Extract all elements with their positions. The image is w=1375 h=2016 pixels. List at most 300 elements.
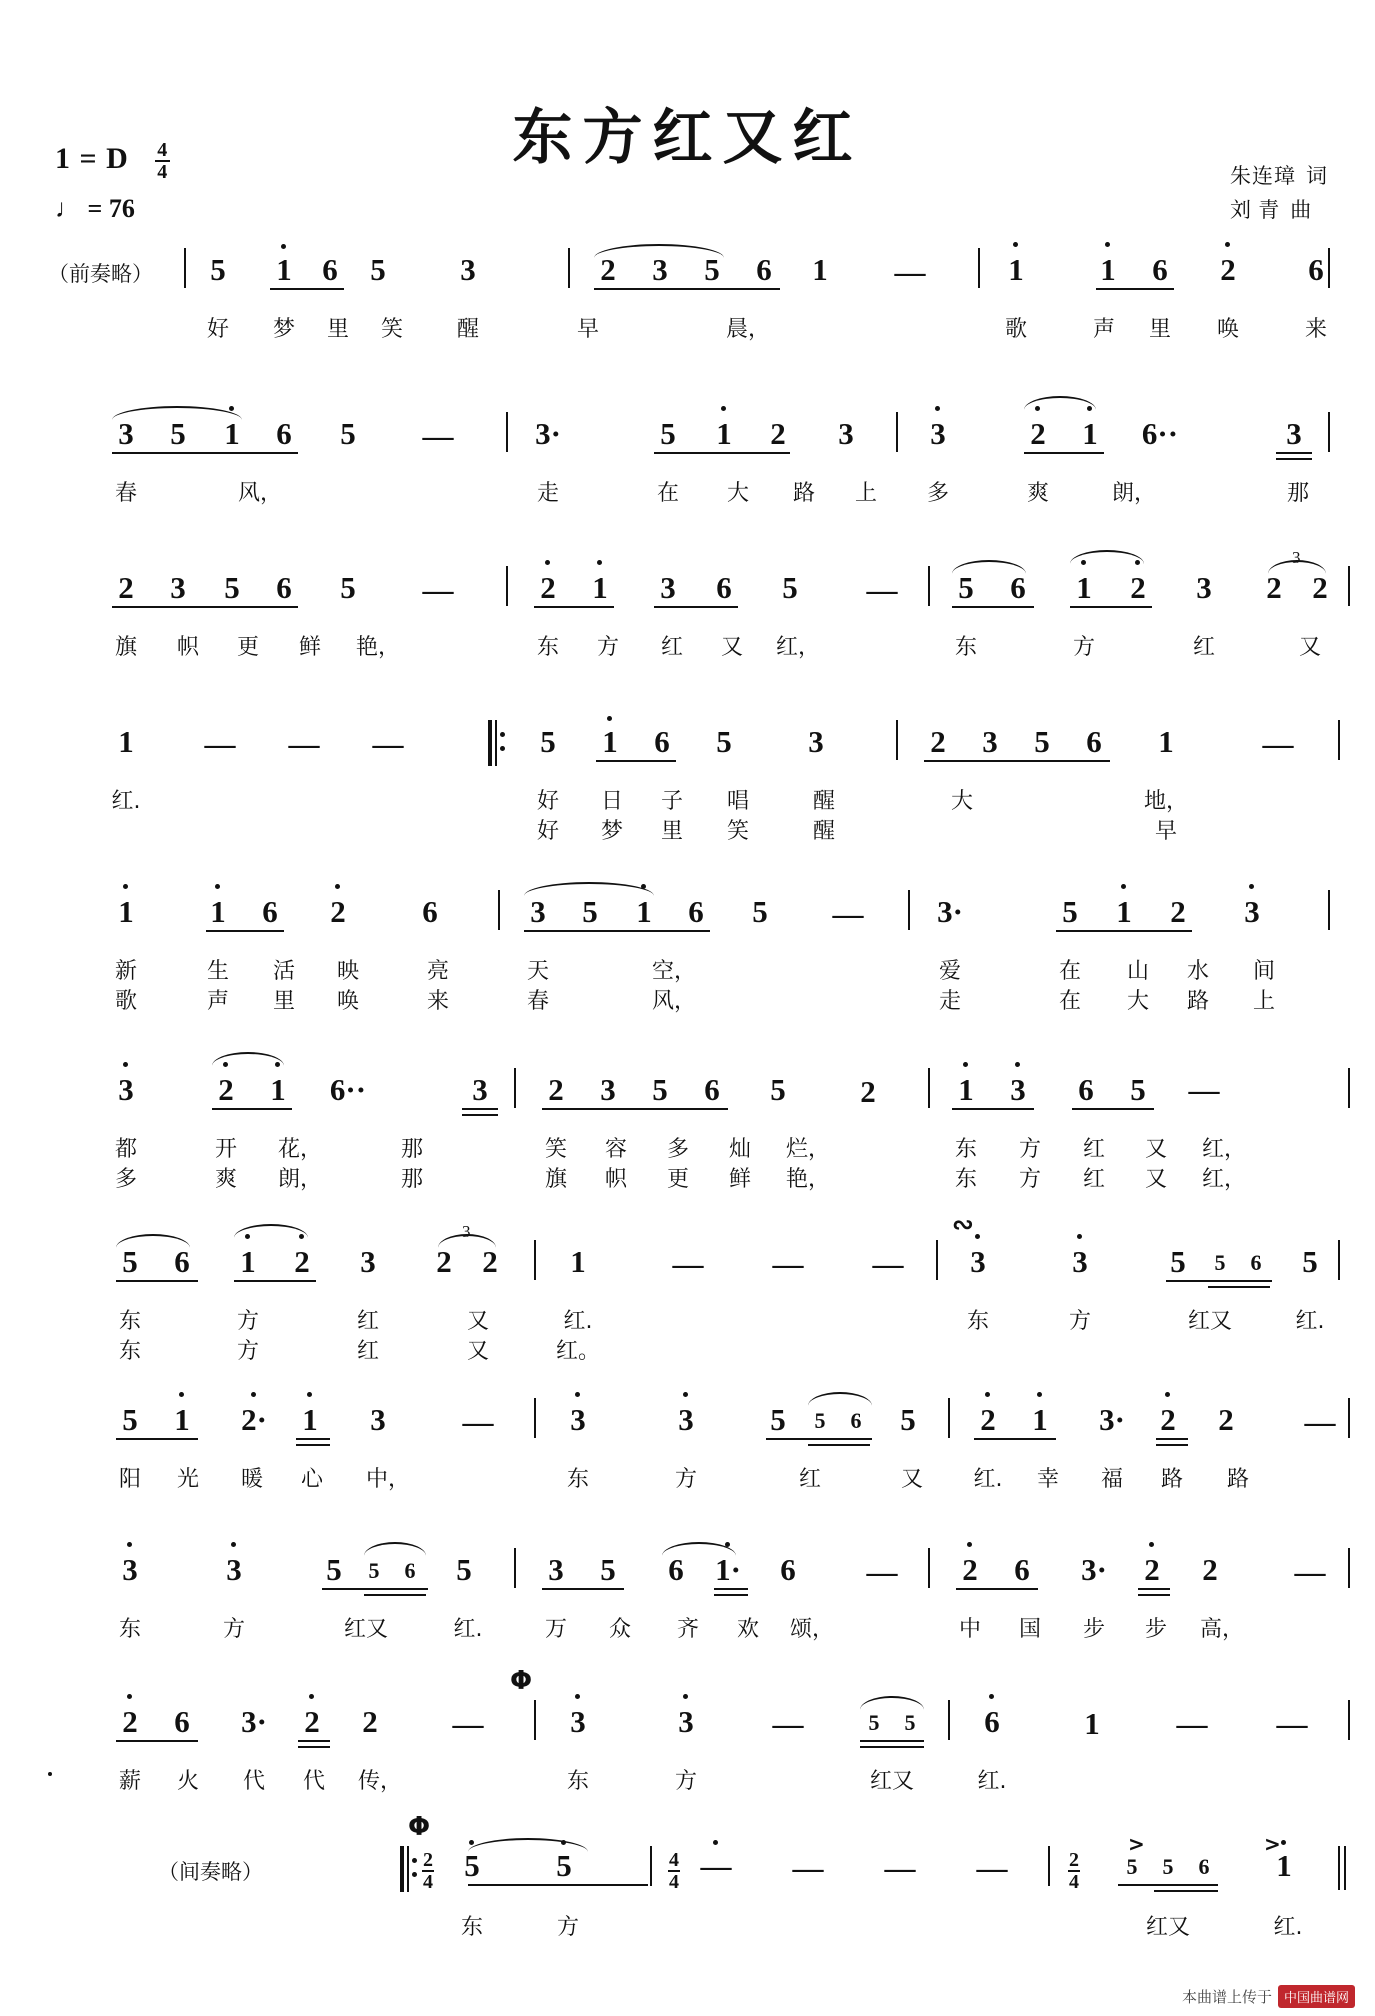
- system-1: [48, 248, 1333, 340]
- note: 5: [904, 1710, 916, 1735]
- lyrics-row-2: [48, 1160, 1333, 1192]
- note: 1: [1276, 1848, 1292, 1883]
- octave-dot: [469, 1840, 474, 1845]
- repeat-start-barline: [400, 1846, 416, 1892]
- triplet-mark: 3: [462, 1222, 471, 1241]
- lyric: 都: [114, 1137, 138, 1162]
- lyric: 红.: [1295, 1309, 1325, 1334]
- beam: [206, 930, 284, 932]
- octave-dot: [215, 884, 220, 889]
- lyric: 东: [566, 1769, 590, 1794]
- sustain-dash: —: [772, 1246, 804, 1281]
- lyric: 山: [1126, 959, 1150, 984]
- barline: [1348, 1068, 1350, 1108]
- octave-dot: [975, 1234, 980, 1239]
- note: 3: [808, 724, 824, 759]
- barline: [1338, 1240, 1340, 1280]
- system-10: [48, 1666, 1333, 1794]
- lyric: 红.: [977, 1769, 1007, 1794]
- note: 3: [548, 1552, 564, 1587]
- note: 6: [1010, 570, 1026, 605]
- lyric: 在: [1058, 989, 1082, 1014]
- note: 1: [1076, 570, 1092, 605]
- barline: [1348, 1548, 1350, 1588]
- lyric: 欢: [736, 1617, 760, 1642]
- octave-dot: [1013, 242, 1018, 247]
- note: 5: [716, 724, 732, 759]
- slur: [524, 882, 654, 896]
- lyric: 又: [900, 1467, 924, 1492]
- note: 2·: [241, 1402, 267, 1437]
- note: 6: [276, 416, 292, 451]
- octave-dot: [127, 1542, 132, 1547]
- note: 6: [668, 1552, 684, 1587]
- lyric: 薪: [118, 1769, 142, 1794]
- system-4: [48, 720, 1333, 844]
- lyric: 红.: [1273, 1915, 1303, 1940]
- lyric: 又: [720, 635, 744, 660]
- note: 5: [368, 1558, 380, 1583]
- barline: [928, 1548, 930, 1588]
- note: 5: [1062, 894, 1078, 929]
- note: 6: [1308, 252, 1324, 287]
- lyric: 路: [1226, 1467, 1250, 1492]
- lyric: 帜: [176, 635, 200, 660]
- beam-2: [298, 1746, 330, 1748]
- note: —: [1188, 1072, 1220, 1107]
- sustain-dash: —: [462, 1404, 494, 1439]
- beam: [524, 930, 710, 932]
- lyric: 烂，: [785, 1137, 831, 1162]
- barline: [514, 1548, 516, 1588]
- beam: [1156, 1438, 1188, 1440]
- notes-row: [48, 890, 1333, 948]
- beam: [1056, 930, 1192, 932]
- lyric: 梦: [600, 819, 624, 844]
- lyric: 开: [214, 1137, 238, 1162]
- note: 5: [1034, 724, 1050, 759]
- note: 6: [756, 252, 772, 287]
- octave-dot: [985, 1392, 990, 1397]
- beam: [212, 1108, 292, 1110]
- barline: [650, 1846, 652, 1886]
- beam: [1072, 1108, 1154, 1110]
- site-logo[interactable]: 中国曲谱网: [1278, 1985, 1355, 2008]
- beam-2: [1156, 1444, 1188, 1446]
- lyric: 间: [1252, 959, 1276, 984]
- time-signature-inline: $\frac{4}{4}$: [669, 1849, 679, 1893]
- sustain-dash: —: [872, 1246, 904, 1281]
- sustain-dash: —: [372, 726, 404, 761]
- note: 5: [540, 724, 556, 759]
- lyric: 中: [958, 1617, 982, 1642]
- beam: [1118, 1884, 1218, 1886]
- lyric: 生: [206, 959, 230, 984]
- barline: [506, 412, 508, 452]
- beam: [860, 1740, 924, 1742]
- note: 2: [1312, 570, 1328, 605]
- sustain-dash: —: [422, 418, 454, 453]
- repeat-start-barline: [488, 720, 504, 766]
- barline: [514, 1068, 516, 1108]
- sustain-dash: 2: [860, 1074, 876, 1109]
- note: 3: [360, 1244, 376, 1279]
- note: 5: [1162, 1854, 1174, 1879]
- sustain-dash: —: [1176, 1706, 1208, 1741]
- note: 1: [276, 252, 292, 287]
- barline: [978, 248, 980, 288]
- lyric: 东: [118, 1617, 142, 1642]
- note: 6: [174, 1704, 190, 1739]
- note: 3: [1286, 416, 1302, 451]
- lyric: 旗: [544, 1167, 568, 1192]
- note: 2: [930, 724, 946, 759]
- note: 6: [850, 1408, 862, 1433]
- note: 5: [582, 894, 598, 929]
- lyric: 那: [400, 1167, 424, 1192]
- note: 1: [1116, 894, 1132, 929]
- beam: [594, 288, 780, 290]
- note: 5: [1130, 1072, 1146, 1107]
- lyric: 映: [336, 959, 360, 984]
- note: 3: [118, 416, 134, 451]
- lyric: 大: [1126, 989, 1150, 1014]
- lyric: 又: [466, 1309, 490, 1334]
- note: 6: [422, 894, 438, 929]
- note: 1·: [715, 1552, 741, 1587]
- octave-dot: [713, 1840, 718, 1845]
- note: 2: [118, 570, 134, 605]
- lyric: 红: [356, 1339, 380, 1364]
- note: 2: [1130, 570, 1146, 605]
- tempo-marking: ♩ = 76: [55, 194, 135, 223]
- system-7: [48, 1210, 1333, 1364]
- note: 6: [704, 1072, 720, 1107]
- lyric: 红，: [1201, 1167, 1247, 1192]
- lyric: 传，: [357, 1769, 403, 1794]
- barline: [1328, 248, 1330, 288]
- note: 5: [1214, 1250, 1226, 1275]
- note: 5: [456, 1552, 472, 1587]
- page-mark: [48, 1772, 52, 1776]
- octave-dot: [721, 406, 726, 411]
- lyric: 多: [926, 481, 950, 506]
- octave-dot: [963, 1062, 968, 1067]
- note: 3: [1196, 570, 1212, 605]
- lyric: 早: [1154, 819, 1178, 844]
- lyric: 那: [1286, 481, 1310, 506]
- accent-mark: >: [1128, 1832, 1145, 1856]
- lyric: 鲜: [728, 1167, 752, 1192]
- lyric: 好: [206, 317, 230, 342]
- note: 3: [122, 1552, 138, 1587]
- note: 3: [1072, 1244, 1088, 1279]
- sustain-dash: —: [866, 572, 898, 607]
- barline: [1348, 1700, 1350, 1740]
- note: 5: [660, 416, 676, 451]
- lyric: 红: [1082, 1137, 1106, 1162]
- note: 6: [262, 894, 278, 929]
- beam: [1138, 1588, 1170, 1590]
- lyric: 东: [966, 1309, 990, 1334]
- notes-row: [48, 720, 1333, 778]
- sustain-dash: —: [792, 1850, 824, 1885]
- lyric: 方: [236, 1339, 260, 1364]
- lyric: 红: [356, 1309, 380, 1334]
- lyric: 红: [798, 1467, 822, 1492]
- lyric: 东: [566, 1467, 590, 1492]
- barline: [498, 890, 500, 930]
- lyric: 心: [300, 1467, 324, 1492]
- beam: [270, 288, 344, 290]
- notes-row: [48, 1812, 1333, 1898]
- barline: [1348, 1398, 1350, 1438]
- beam-2: [296, 1444, 330, 1446]
- note: 6: [1078, 1072, 1094, 1107]
- note: 5: [326, 1552, 342, 1587]
- note: 1: [958, 1072, 974, 1107]
- lyrics-row-1: [48, 624, 1333, 658]
- note: 1: [224, 416, 240, 451]
- octave-dot: [251, 1392, 256, 1397]
- note: 5: [868, 1710, 880, 1735]
- note: 2: [362, 1704, 378, 1739]
- lyric: 梦: [272, 317, 296, 342]
- note: 1: [1158, 724, 1174, 759]
- beam-2: [808, 1444, 870, 1446]
- lyric: 幸: [1036, 1467, 1060, 1492]
- note: 3: [970, 1244, 986, 1279]
- note: 5: [556, 1848, 572, 1883]
- octave-dot: [989, 1694, 994, 1699]
- lyric: 春: [114, 481, 138, 506]
- octave-dot: [1037, 1392, 1042, 1397]
- note: 6: [276, 570, 292, 605]
- lyric: 高，: [1199, 1617, 1245, 1642]
- lyricist-name: 朱连璋: [1230, 164, 1296, 188]
- note: 3: [660, 570, 676, 605]
- lyric: 灿: [728, 1137, 752, 1162]
- octave-dot: [179, 1392, 184, 1397]
- note: 6: [780, 1552, 796, 1587]
- lyric: 大: [726, 481, 750, 506]
- barline: [936, 1240, 938, 1280]
- beam: [1024, 452, 1104, 454]
- lyric: 唱: [726, 789, 750, 814]
- lyric: 醒: [812, 819, 836, 844]
- note: 6··: [1141, 416, 1179, 451]
- note: 6: [688, 894, 704, 929]
- note: 5: [370, 252, 386, 287]
- accent-mark: >: [1264, 1832, 1281, 1856]
- lyric: 朗，: [1111, 481, 1157, 506]
- lyric: 红.: [111, 789, 141, 814]
- lyric: 来: [1304, 317, 1328, 342]
- lyric: 方: [1068, 1309, 1092, 1334]
- note: 3: [570, 1402, 586, 1437]
- note: 3: [1244, 894, 1260, 929]
- octave-dot: [1281, 1840, 1286, 1845]
- lyric: 红又: [869, 1769, 915, 1794]
- lyric: 子: [660, 789, 684, 814]
- lyric: 代: [302, 1769, 326, 1794]
- lyric: 多: [666, 1137, 690, 1162]
- beam: [542, 1588, 624, 1590]
- note: 1: [118, 724, 134, 759]
- key-signature: 1 = D: [55, 141, 129, 175]
- note: 2: [1220, 252, 1236, 287]
- octave-dot: [335, 884, 340, 889]
- beam-2: [1276, 458, 1312, 460]
- lyric: 红.: [973, 1467, 1003, 1492]
- lyric: 花，: [277, 1137, 323, 1162]
- note: 2: [980, 1402, 996, 1437]
- lyric: 笑: [726, 819, 750, 844]
- note: 6: [1198, 1854, 1210, 1879]
- key-and-meter-block: [55, 140, 170, 224]
- sustain-dash: —: [884, 1850, 916, 1885]
- beam: [116, 1280, 198, 1282]
- beam: [116, 1438, 198, 1440]
- lyric: 暖: [240, 1467, 264, 1492]
- lyric: 东: [460, 1915, 484, 1940]
- note: 3: [838, 416, 854, 451]
- lyrics-row-1: [48, 470, 1333, 504]
- lyric: 春: [526, 989, 550, 1014]
- octave-dot: [231, 1542, 236, 1547]
- lyric: 福: [1100, 1467, 1124, 1492]
- system-8: [48, 1398, 1336, 1492]
- note: 2: [540, 570, 556, 605]
- note: 3: [600, 1072, 616, 1107]
- lyric: 阳: [118, 1467, 142, 1492]
- lyric: 红又: [1145, 1915, 1191, 1940]
- note: 2: [1160, 1402, 1176, 1437]
- octave-dot: [127, 1694, 132, 1699]
- beam: [1166, 1280, 1272, 1282]
- lyric: 颂，: [789, 1617, 835, 1642]
- note: 6: [1250, 1250, 1262, 1275]
- lyric: 里: [1148, 317, 1172, 342]
- credits: [1230, 160, 1327, 227]
- lyric: 风，: [651, 989, 697, 1014]
- lyrics-row-2: [48, 982, 1333, 1014]
- beam: [462, 1108, 498, 1110]
- lyric: 艳，: [355, 635, 401, 660]
- beam: [468, 1884, 648, 1886]
- beam: [1276, 452, 1312, 454]
- barline: [568, 248, 570, 288]
- note: 2: [1218, 1402, 1234, 1437]
- lyric: 方: [222, 1617, 246, 1642]
- note: 3·: [1081, 1552, 1107, 1587]
- beam: [952, 1108, 1034, 1110]
- lyric: 步: [1082, 1617, 1106, 1642]
- lyric: 笑: [380, 317, 404, 342]
- lyric: 又: [1298, 635, 1322, 660]
- system-9: [48, 1548, 1333, 1640]
- lyric: 歌: [114, 989, 138, 1014]
- lyric: 声: [206, 989, 230, 1014]
- octave-dot: [281, 244, 286, 249]
- note: 5: [814, 1408, 826, 1433]
- note: 2: [436, 1244, 452, 1279]
- note: 1: [270, 1072, 286, 1107]
- note: 2: [1170, 894, 1186, 929]
- barline: [534, 1240, 536, 1280]
- lyric: 步: [1144, 1617, 1168, 1642]
- beam: [322, 1588, 428, 1590]
- note: 6··: [329, 1072, 367, 1107]
- system-11: [48, 1812, 1333, 1940]
- beam-2: [1154, 1890, 1218, 1892]
- lyric: 声: [1092, 317, 1116, 342]
- lyrics-row-1: [48, 1456, 1333, 1490]
- lyric: 万: [544, 1617, 568, 1642]
- lyric: 光: [176, 1467, 200, 1492]
- note: 5: [1126, 1854, 1138, 1879]
- note: 3: [678, 1402, 694, 1437]
- note: 6: [404, 1558, 416, 1583]
- barline: [1328, 890, 1330, 930]
- note: 5: [340, 570, 356, 605]
- lyric: 中，: [365, 1467, 411, 1492]
- lyric: 方: [1018, 1137, 1042, 1162]
- beam: [534, 606, 614, 608]
- note: 6: [654, 724, 670, 759]
- note: 5: [1170, 1244, 1186, 1279]
- composer-name: 刘 青: [1230, 197, 1281, 222]
- octave-dot: [229, 406, 234, 411]
- slur: [364, 1542, 426, 1556]
- notes-row: [48, 548, 1333, 624]
- sustain-dash: —: [1276, 1706, 1308, 1741]
- lyric: 路: [1160, 1467, 1184, 1492]
- note: 3·: [241, 1704, 267, 1739]
- sustain-dash: —: [288, 726, 320, 761]
- note: 3: [472, 1072, 488, 1107]
- system-6: [48, 1068, 1333, 1192]
- lyric: 齐: [676, 1617, 700, 1642]
- beam-2: [1138, 1594, 1170, 1596]
- lyric: 日: [600, 789, 624, 814]
- note: 2: [962, 1552, 978, 1587]
- lyric: 更: [236, 635, 260, 660]
- beam: [542, 1108, 728, 1110]
- lyrics-row-1: [48, 1758, 1333, 1792]
- note: 2: [600, 252, 616, 287]
- lyric: 爽: [1026, 481, 1050, 506]
- lyric: 方: [1018, 1167, 1042, 1192]
- lyric: 又: [1144, 1137, 1168, 1162]
- note: 2: [1144, 1552, 1160, 1587]
- lyric: 活: [272, 959, 296, 984]
- lyric: 空，: [651, 959, 697, 984]
- lyric: 红: [1192, 635, 1216, 660]
- note: 6: [174, 1244, 190, 1279]
- barline: [534, 1700, 536, 1740]
- lyricist-role: 词: [1306, 164, 1327, 188]
- note: 2: [482, 1244, 498, 1279]
- barline: [928, 1068, 930, 1108]
- lyrics-row-1: [48, 948, 1333, 982]
- lyric: 在: [1058, 959, 1082, 984]
- page-title: 东方红又红: [512, 103, 863, 173]
- lyric: 又: [466, 1339, 490, 1364]
- lyrics-row-1: [48, 1126, 1333, 1160]
- lyric: 里: [326, 317, 350, 342]
- note: 6: [984, 1704, 1000, 1739]
